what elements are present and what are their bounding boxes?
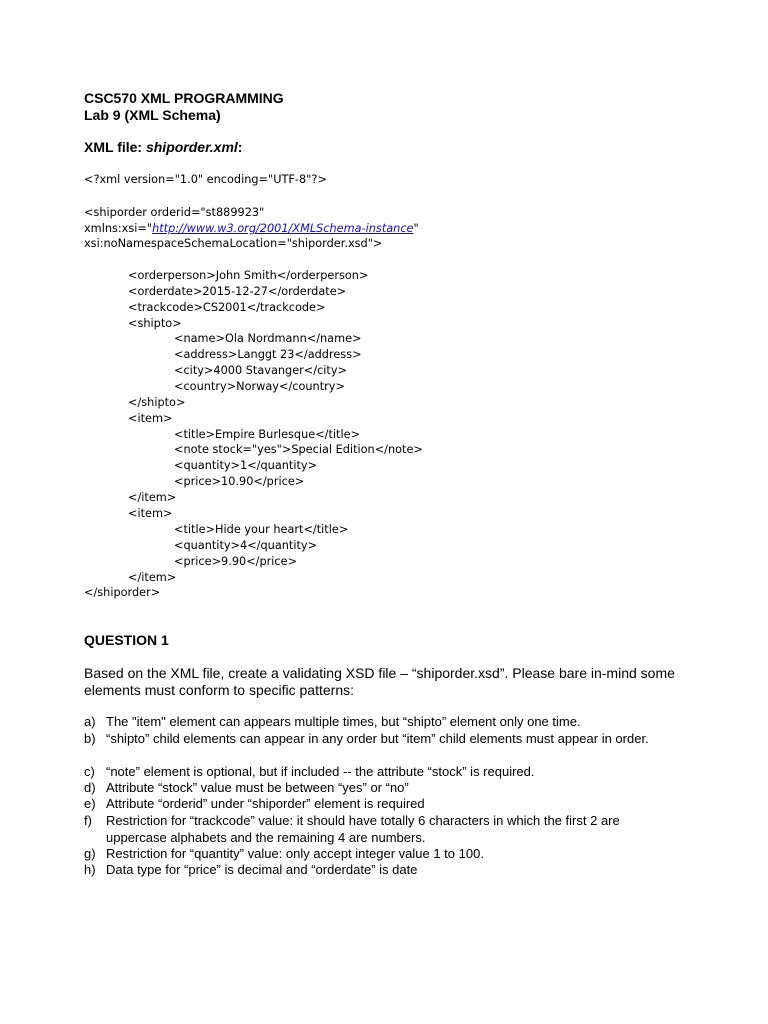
xml-line-price: <price>10.90</price> [174,475,305,488]
xml-line-quantity-2: <quantity>4</quantity> [174,539,318,552]
xml-line-title: <title>Empire Burlesque</title> [174,428,361,441]
requirement-text: Attribute “orderid” under “shiporder” element is required [106,796,425,811]
xml-file-name: shiporder.xml [145,139,238,155]
requirement-text: The "item" element can appears multiple times, but “shipto” element only one time. [106,714,581,729]
requirement-text: “note” element is optional, but if included -- the attribute “stock” is required. [106,764,535,779]
xml-line-shipto-close: </shipto> [128,396,186,409]
requirement-text: Restriction for “trackcode” value: it should have totally 6 characters in which the first 2 are uppercase alphabets and the remaining 4 are numbers. [106,813,620,845]
xml-root-open-line-3: xsi:noNamespaceSchemaLocation="shiporder.xsd"> [84,237,383,250]
xml-root-open-line-2 [84,221,419,237]
xml-line-shipto-open: <shipto> [128,317,182,330]
xml-line-address: <address>Langgt 23</address> [174,348,362,361]
xml-file-heading [84,139,242,156]
question-heading: QUESTION 1 [84,632,169,648]
requirement-label: h) [84,862,96,877]
requirement-label: e) [84,796,96,811]
xml-line-orderdate: <orderdate>2015-12-27</orderdate> [128,285,347,298]
requirement-text: Attribute “stock” value must be between “yes” or “no” [106,780,409,795]
lab-title: Lab 9 (XML Schema) [84,107,221,123]
xml-line-item-open-2: <item> [128,507,173,520]
xml-line-price-2: <price>9.90</price> [174,555,298,568]
xml-line-item-close-2: </item> [128,571,177,584]
xml-declaration: <?xml version="1.0" encoding="UTF-8"?> [84,173,327,186]
xml-line-item-open: <item> [128,412,173,425]
requirement-text: Data type for “price” is decimal and “orderdate” is date [106,862,418,877]
xml-line-item-close: </item> [128,491,177,504]
xml-line-trackcode: <trackcode>CS2001</trackcode> [128,301,326,314]
question-intro: Based on the XML file, create a validating XSD file – “shiporder.xsd”. Please bare in-mind some elements must conform to specific patterns: [84,665,675,698]
requirement-label: d) [84,780,96,795]
xml-file-suffix: : [237,139,243,155]
xml-line-note: <note stock="yes">Special Edition</note> [174,443,423,456]
xmlns-prefix: xmlns:xsi=" [84,222,153,235]
xml-line-city: <city>4000 Stavanger</city> [174,364,347,377]
requirement-text: Restriction for “quantity” value: only accept integer value 1 to 100. [106,846,484,861]
course-title: CSC570 XML PROGRAMMING [84,90,284,106]
xml-line-quantity: <quantity>1</quantity> [174,459,318,472]
requirement-label: b) [84,731,96,746]
requirement-label: g) [84,846,96,861]
requirement-label: f) [84,813,92,828]
requirement-text: “shipto” child elements can appear in any order but “item” child elements must appear in order. [106,731,649,746]
xml-line-name: <name>Ola Nordmann</name> [174,332,362,345]
xml-line-country: <country>Norway</country> [174,380,345,393]
xml-file-label: XML file: [84,139,146,155]
xml-line-orderperson: <orderperson>John Smith</orderperson> [128,269,369,282]
xml-line-title-2: <title>Hide your heart</title> [174,523,349,536]
xmlns-suffix: " [413,222,419,235]
requirement-label: c) [84,764,95,779]
xml-root-close: </shiporder> [84,586,161,599]
requirement-label: a) [84,714,96,729]
xml-root-open-line-1: <shiporder orderid="st889923" [84,206,265,219]
schema-instance-link[interactable]: http://www.w3.org/2001/XMLSchema-instance [152,222,414,235]
